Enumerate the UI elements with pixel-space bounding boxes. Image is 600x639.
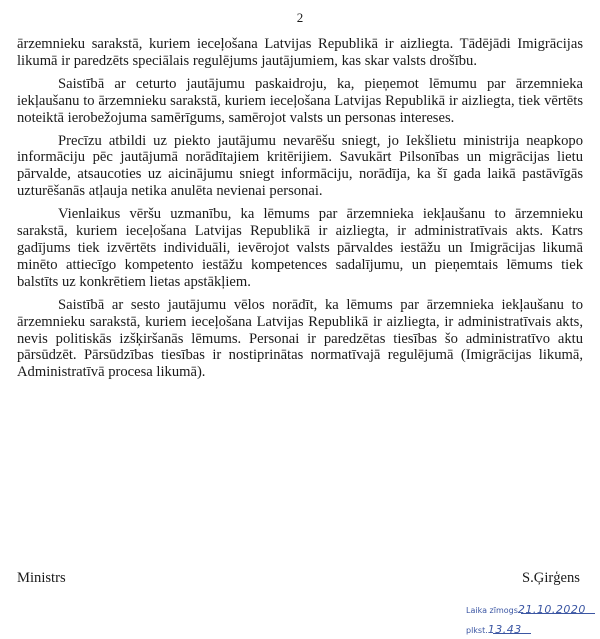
signatory-name: S.Ģirģens [522, 570, 580, 586]
paragraph-2: Saistībā ar ceturto jautājumu paskaidroju, ka, pieņemot lēmumu par ārzemnieka iekļaušanu to ārzemnieku sarakstā, kuriem ieceļošana Latvijas Republikā ir aizliegta, tiek vērtēts noteiktā ierobežojuma samērīgums, samērojot valsts un personas intereses. [17, 75, 583, 126]
signatory-role: Ministrs [17, 570, 66, 586]
paragraph-3: Precīzu atbildi uz piekto jautājumu nevarēšu sniegt, jo Iekšlietu ministrija neapkopo informāciju pēc jautājumā norādītajiem kritērijiem. Savukārt Pilsonības un migrācijas lietu pārvalde, atsaucoties uz aicinājumu sniegt informāciju, norādīja, ka šī gada laikā pastāvīgās uzturēšanās atļauja netika anulēta nevienai personai. [17, 132, 583, 200]
paragraph-1: ārzemnieku sarakstā, kuriem ieceļošana Latvijas Republikā ir aizliegta. Tādējādi Imigrācijas likumā ir paredzēts speciālais regulējums jautājumiem, kas skar valsts drošību. [17, 36, 583, 69]
stamp-date-rule [521, 613, 595, 614]
stamp-date-label: Laika zīmogs [466, 606, 518, 615]
received-stamp [466, 596, 596, 638]
letter-body [17, 36, 583, 387]
stamp-time-line [466, 618, 522, 637]
stamp-time-label: plkst. [466, 626, 488, 635]
paragraph-5: Saistībā ar sesto jautājumu vēlos norādīt, ka lēmums par ārzemnieka iekļaušanu to ārzemnieku sarakstā, kuriem ieceļošana Latvijas Republikā ir aizliegta, ir administratīvais akts, nevis politiskās izšķiršanās lēmums. Personai ir paredzētas tiesības šo administratīvo aktu pārsūdzēt. Pārsūdzības tiesības ir nostiprinātas normatīvajā regulējumā (Imigrācijas likumā, Administratīvā procesa likumā). [17, 296, 583, 381]
stamp-date-line [466, 598, 586, 617]
page-number: 2 [296, 10, 304, 25]
paragraph-4: Vienlaikus vēršu uzmanību, ka lēmums par ārzemnieka iekļaušanu to ārzemnieku sarakstā, kuriem ieceļošana Latvijas Republikā ir aizliegta, ir administratīvais akts. Katrs gadījums tiek izvērtēts individuāli, ievērojot valsts pārvaldes iestāžu un Imigrācijas likumā minēto attiecīgo kompetento iestāžu kompetences sadalījumu, un pieņemtais lēmums tiek balstīts uz konkrētiem lietas apstākļiem. [17, 206, 583, 290]
stamp-date-value: 21.10.2020 [517, 603, 586, 616]
stamp-time-rule [493, 633, 531, 634]
stamp-time-value: 13.43 [487, 623, 522, 636]
